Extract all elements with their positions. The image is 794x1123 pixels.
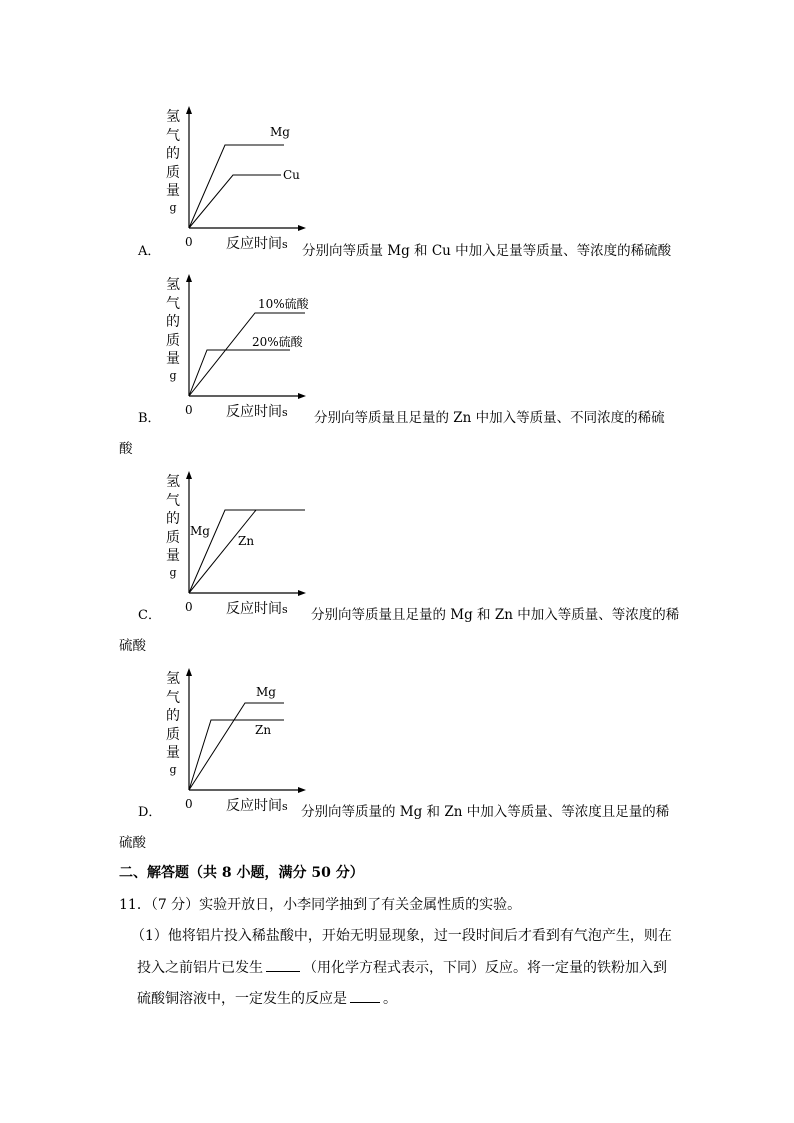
curve-20-percent [189, 350, 290, 396]
x-label-text: 反应时间 [226, 798, 282, 814]
graph-d [180, 666, 320, 796]
y-label-char: 质 [166, 529, 180, 546]
y-label-char: 的 [166, 511, 180, 527]
option-description-line1: 分别向等质量且足量的 Zn 中加入等质量、不同浓度的稀硫 [314, 410, 665, 426]
curve-cu [189, 175, 281, 228]
curve-mg-zn-plateau [189, 510, 305, 593]
origin-label: 0 [185, 797, 193, 811]
option-letter: D． [138, 805, 162, 820]
origin-label: 0 [185, 235, 193, 249]
answer-blank-2[interactable] [350, 988, 380, 1003]
x-axis-label [226, 233, 288, 253]
y-unit: g [169, 368, 177, 382]
curve-label-mg: Mg [190, 524, 210, 538]
option-description: 分别向等质量 Mg 和 Cu 中加入足量等质量、等浓度的稀硫酸 [302, 243, 672, 259]
option-description-line1: 分别向等质量且足量的 Mg 和 Zn 中加入等质量、等浓度的稀 [311, 607, 680, 623]
question-11-part1-line2 [137, 957, 667, 977]
x-unit: s [282, 800, 288, 813]
y-unit: g [169, 762, 177, 776]
line3-text-a: 硫酸铜溶液中，一定发生的反应是 [137, 991, 347, 1007]
y-label-char: 量 [166, 183, 180, 199]
curve-mg [189, 145, 284, 228]
curve-label-mg: Mg [270, 125, 290, 139]
x-unit: s [282, 603, 288, 616]
option-letter: C． [138, 608, 161, 623]
x-axis-label [226, 598, 288, 618]
y-axis-label [165, 276, 181, 383]
line3-text-b: 。 [383, 991, 397, 1007]
y-label-char: 的 [166, 314, 180, 330]
y-axis-label [165, 108, 181, 215]
y-label-char: 气 [166, 127, 180, 144]
curve-label-10-percent: 10%硫酸 [258, 297, 309, 311]
x-axis-label [226, 795, 288, 815]
y-label-char: 质 [166, 164, 180, 181]
option-letter: B． [138, 411, 161, 426]
y-unit: g [169, 200, 177, 214]
y-label-char: 气 [166, 689, 180, 706]
x-label-text: 反应时间 [226, 236, 282, 252]
option-description-line2: 硫酸 [119, 835, 146, 851]
option-description-line1: 分别向等质量的 Mg 和 Zn 中加入等质量、等浓度且足量的稀 [301, 804, 670, 820]
x-axis-arrow [298, 590, 306, 596]
line2-text-b: （用化学方程式表示，下同）反应。将一定量的铁粉加入到 [303, 960, 667, 976]
y-label-char: 的 [166, 708, 180, 724]
curve-zn [189, 510, 256, 593]
x-axis-label [226, 401, 288, 421]
question-11-part1-line1: （1）他将铝片投入稀盐酸中，开始无明显现象，过一段时间后才看到有气泡产生，则在 [131, 928, 672, 944]
y-axis-label [165, 473, 181, 580]
y-label-char: 氢 [166, 109, 180, 125]
y-label-char: 氢 [166, 474, 180, 490]
curve-10-percent [189, 313, 305, 396]
curve-label-cu: Cu [283, 168, 300, 182]
curve-mg [189, 703, 284, 790]
x-unit: s [282, 238, 288, 251]
y-axis-arrow [186, 106, 192, 114]
y-unit: g [169, 565, 177, 579]
y-label-char: 的 [166, 146, 180, 162]
y-label-char: 气 [166, 492, 180, 509]
y-label-char: 量 [166, 548, 180, 564]
option-description-line2: 硫酸 [119, 638, 146, 654]
x-unit: s [282, 406, 288, 419]
y-label-char: 氢 [166, 277, 180, 293]
curve-label-20-percent: 20%硫酸 [252, 335, 303, 349]
y-label-char: 氢 [166, 671, 180, 687]
origin-label: 0 [185, 403, 193, 417]
x-label-text: 反应时间 [226, 601, 282, 617]
y-axis-arrow [186, 668, 192, 676]
x-axis-arrow [298, 225, 306, 231]
x-axis-arrow [298, 787, 306, 793]
y-axis-label [165, 670, 181, 777]
curve-label-zn: Zn [255, 723, 272, 737]
x-axis-arrow [298, 393, 306, 399]
y-label-char: 质 [166, 332, 180, 349]
y-axis-arrow [186, 471, 192, 479]
origin-label: 0 [185, 600, 193, 614]
option-letter: A． [138, 244, 161, 259]
curve-label-zn: Zn [238, 534, 255, 548]
curve-label-mg: Mg [256, 685, 276, 699]
answer-blank-1[interactable] [266, 957, 300, 972]
option-description-line2: 酸 [119, 441, 133, 457]
section-heading: 二、解答题（共 8 小题，满分 50 分） [119, 865, 364, 881]
y-label-char: 质 [166, 726, 180, 743]
y-label-char: 量 [166, 351, 180, 367]
y-label-char: 量 [166, 745, 180, 761]
question-11-part1-line3 [137, 988, 397, 1008]
y-label-char: 气 [166, 295, 180, 312]
x-label-text: 反应时间 [226, 404, 282, 420]
question-11-stem: 11．（7 分）实验开放日，小李同学抽到了有关金属性质的实验。 [119, 897, 522, 913]
line2-text-a: 投入之前铝片已发生 [137, 960, 263, 976]
y-axis-arrow [186, 274, 192, 282]
